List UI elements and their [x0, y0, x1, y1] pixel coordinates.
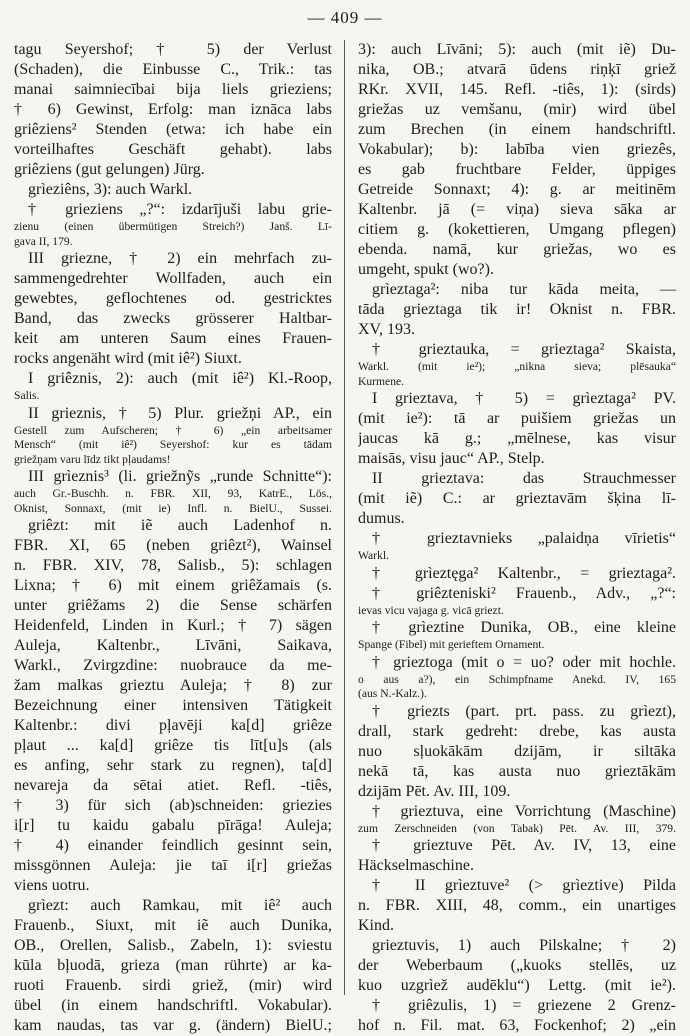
- text-line: Warkl. (mit ie²); „nikna sieva; plēsauka“: [358, 360, 676, 373]
- text-line: Auleja, Kaltenbr., Līvāni, Saikava,: [14, 637, 332, 654]
- text-line: grìeztaga²: niba tur kāda meita, —: [372, 281, 676, 298]
- text-line: (aus N.-Kalz.).: [358, 687, 427, 700]
- text-line: drall, stark gedreht: drebe, kas austa: [358, 722, 676, 740]
- text-line: griežas uz vemšanu, (mir) wird übel: [358, 101, 676, 118]
- text-line: vorteilhaftes Geschäft gehabt). labs: [14, 141, 332, 158]
- text-line: kuo uzgrìež audēklu“) Lettg. (mit ie²).: [358, 977, 676, 994]
- text-line: rocks angenäht wird (mit iê²) Siuxt.: [14, 350, 242, 367]
- text-line: Häckselmaschine.: [358, 857, 474, 874]
- text-line: (mit ie²): tā ar puišiem griežas un: [358, 410, 676, 427]
- text-line: dumus.: [358, 510, 405, 527]
- text-line: es anfing, sehr stark zu regnen), ta[d]: [14, 757, 332, 774]
- text-line: kam naudas, tas var g. (ändern) BielU.;: [14, 1017, 332, 1034]
- text-line: II grieznis, † 5) Plur. griežņi AP., ein: [28, 404, 332, 422]
- text-line: † II grìeztuve² (> grìeztive) Pilda: [372, 877, 676, 894]
- text-line: zum Zerschneiden (von Tabak) Pēt. Av. III, 379.: [358, 821, 676, 835]
- text-line: žam malkas grieztu Auleja; † 8) zur: [14, 677, 332, 694]
- text-line: sammengedrehter Wollfaden, auch ein: [14, 270, 332, 287]
- text-line: griêziens² Stenden (etwa: ich habe ein: [14, 121, 332, 138]
- text-line: n. FBR. XIII, 48, comm., ein unartiges: [358, 897, 676, 914]
- text-line: † griêzulis, 1) = griezene 2 Grenz-: [372, 997, 676, 1014]
- text-line: † grieztoga (mit o = uo? oder mit hochle.: [372, 653, 676, 671]
- text-line: gewebtes, geflochtenes od. gestricktes: [14, 290, 332, 307]
- text-line: Frauenb., Siuxt, mit iẽ auch Dunika,: [14, 917, 332, 934]
- text-line: ebenda. namā, kur griežas, wo es: [358, 241, 676, 258]
- text-line: zum Brechen (in einem handschriftl.: [358, 121, 676, 138]
- page-number: — 409 —: [307, 8, 383, 27]
- text-line: † grieztavnieks „palaidņa vīrietis“: [372, 530, 676, 547]
- text-line: Band, das zwecks grösserer Haltbar-: [14, 310, 332, 327]
- text-line: griêzt: mit iẽ auch Ladenhof n.: [28, 517, 332, 534]
- text-line: griežņam varu līdz tikt pļaudams!: [14, 452, 171, 466]
- text-line: † 4) einander feindlich gesinnt sein,: [14, 837, 332, 854]
- text-line: Gestell zum Aufscheren; † 6) „ein arbeitsamer: [14, 423, 332, 437]
- text-line: Warkl., Zvirgzdine: nuobrauce da me-: [14, 657, 332, 674]
- text-line: maisās, visu jauc“ AP., Stelp.: [358, 450, 545, 467]
- text-line: n. FBR. XIV, 78, Salisb., 5): schlagen: [14, 557, 332, 574]
- text-line: FBR. XI, 65 (neben griêzt²), Wainsel: [14, 537, 332, 554]
- text-line: III griezne, † 2) ein mehrfach zu-: [28, 250, 332, 267]
- text-line: zienu (einen übermütigen Streich?) Janš. Lī-: [14, 220, 332, 233]
- text-line: keit am unteren Saum eines Frauen-: [14, 330, 332, 347]
- text-line: I grieztava, † 5) = grìeztaga² PV.: [372, 390, 676, 407]
- text-line: † 3) für sich (ab)schneiden: griezies: [14, 797, 332, 814]
- text-line: † griezts (part. prt. pass. zu grìezt),: [372, 702, 676, 720]
- text-line: † grìeztine Dunika, OB., eine kleine: [372, 619, 676, 636]
- text-line: grìezt: auch Ramkau, mit iê² auch: [28, 897, 332, 914]
- text-line: † griêzteniski² Frauenb., Adv., „?“:: [372, 584, 676, 602]
- text-line: Getreide Sonnaxt; 4): g. ar meitinēm: [358, 181, 676, 198]
- text-line: (Schaden), die Einbusse C., Trik.: tas: [14, 61, 332, 78]
- text-line: Kaltenbr. jā (= viņa) sieva sāka ar: [358, 201, 676, 218]
- text-line: griêziens (gut gelungen) Jürg.: [14, 161, 205, 178]
- text-line: viens uotru.: [14, 877, 90, 894]
- text-line: hof n. Fil. mat. 63, Fockenhof; 2) „ein: [358, 1017, 676, 1034]
- text-line: (mit iẽ) C.: ar grieztavām šķina lī-: [358, 490, 676, 507]
- text-line: grìeziêns, 3): auch Warkl.: [28, 181, 193, 198]
- text-line: I griêznis, 2): auch (mit iê²) Kl.-Roop,: [28, 370, 332, 387]
- text-line: Warkl.: [358, 549, 389, 562]
- right-column: [358, 40, 676, 1036]
- text-line: citiem g. (kokettieren, Umgang pflegen): [358, 221, 676, 238]
- text-line: o aus a?), ein Schimpfname Anekd. IV, 165: [358, 672, 676, 686]
- text-line: Kaltenbr.: divi pļavēji ka[d] griêze: [14, 717, 332, 734]
- left-column: [14, 40, 332, 1036]
- text-line: Kurmene.: [358, 374, 405, 388]
- text-line: Lixna; † 6) mit einem griêžamais (s.: [14, 577, 332, 594]
- text-line: manai saimniecībai bija liels grieziens;: [14, 81, 332, 98]
- text-line: Spange (Fibel) mit gerieftem Ornament.: [358, 638, 545, 651]
- text-line: 3): auch Līvāni; 5): auch (mit iẽ) Du-: [358, 41, 676, 58]
- text-line: auch Gr.-Buschh. n. FBR. XII, 93, KatrE., Lös.,: [14, 487, 332, 500]
- text-line: † 6) Gewinst, Erfolg: man iznāca labs: [14, 101, 332, 118]
- text-line: Oknist, Sonnaxt, (mit ie) Infl. n. BielU., Sussei.: [14, 501, 332, 515]
- text-line: grieztuvis, 1) auch Pilskalne; † 2): [372, 937, 676, 954]
- text-line: III grìeznis³ (li. griežnỹs „runde Schnitte“):: [28, 468, 332, 485]
- text-line: umgeht, spukt (wo?).: [358, 261, 494, 278]
- text-line: † grìeztęga² Kaltenbr., = grieztaga².: [372, 564, 676, 582]
- text-line: übel (in einem handschriftl. Vokabular).: [14, 997, 332, 1014]
- text-line: Kind.: [358, 917, 394, 934]
- column-divider: [344, 40, 345, 995]
- text-line: Heidenfeld, Linden in Kurl.; † 7) sägen: [14, 617, 332, 634]
- text-line: missgönnen Auleja: jie taī i[r] griežas: [14, 857, 332, 874]
- text-line: † grieztauka, = grieztaga² Skaista,: [372, 341, 676, 358]
- text-line: nuo sļuokākām dzijām, ir siltāka: [358, 742, 676, 760]
- text-line: es gab fruchtbare Felder, üppiges: [358, 161, 676, 178]
- text-line: Salis.: [14, 389, 40, 402]
- text-line: ievas vicu vajaga g. vicā griezt.: [358, 603, 504, 617]
- text-line: der Weberbaum („kuoks stellēs, uz: [358, 957, 676, 974]
- text-line: unter griêžams 2) die Sense schärfen: [14, 597, 332, 614]
- text-line: XV, 193.: [358, 321, 416, 338]
- text-line: † grieztuve Pēt. Av. IV, 13, eine: [372, 837, 676, 854]
- text-line: kūla bļuodā, grieza (man rührte) ar ka-: [14, 957, 332, 974]
- text-line: i[r] tu kaidu gabalu pīrāga! Auleja;: [14, 817, 332, 834]
- text-line: ruoti Frauenb. sirdi griež, (mir) wird: [14, 977, 332, 994]
- text-line: Vokabular); b): labība vien griezês,: [358, 141, 676, 158]
- text-line: RKr. XVII, 145. Refl. -tiês, 1): (sirds): [358, 81, 676, 98]
- text-line: † grieziens „?“: izdarījuši labu grie-: [28, 201, 332, 218]
- text-line: dzijām Pēt. Av. III, 109.: [358, 782, 511, 800]
- text-line: tagu Seyershof; † 5) der Verlust: [14, 41, 332, 58]
- text-line: † grieztuva, eine Vorrichtung (Maschine): [372, 802, 676, 820]
- text-line: jaucas kā g.; „mēlnese, kas visur: [358, 430, 676, 447]
- text-line: II grieztava: das Strauchmesser: [372, 470, 676, 487]
- text-line: OB., Orellen, Salisb., Zabeln, 1): sviestu: [14, 937, 332, 954]
- text-line: nevareja da sētai atiet. Refl. -tiês,: [14, 777, 332, 794]
- text-line: Mensch“ (mit iê²) Seyershof: kur es tādam: [14, 438, 332, 451]
- text-line: Bezeichnung einer intensiven Tätigkeit: [14, 697, 332, 714]
- text-line: tāda grieztaga tik ir! Oknist n. FBR.: [358, 301, 676, 318]
- text-line: nika, OB.; atvarā ūdens riņķī griež: [358, 61, 676, 78]
- text-line: pļaut ... ka[d] griêze tis līt[u]s (als: [14, 737, 332, 754]
- text-line: gava II, 179.: [14, 234, 73, 248]
- text-line: nekā tā, kas austa nuo grieztākām: [358, 762, 676, 780]
